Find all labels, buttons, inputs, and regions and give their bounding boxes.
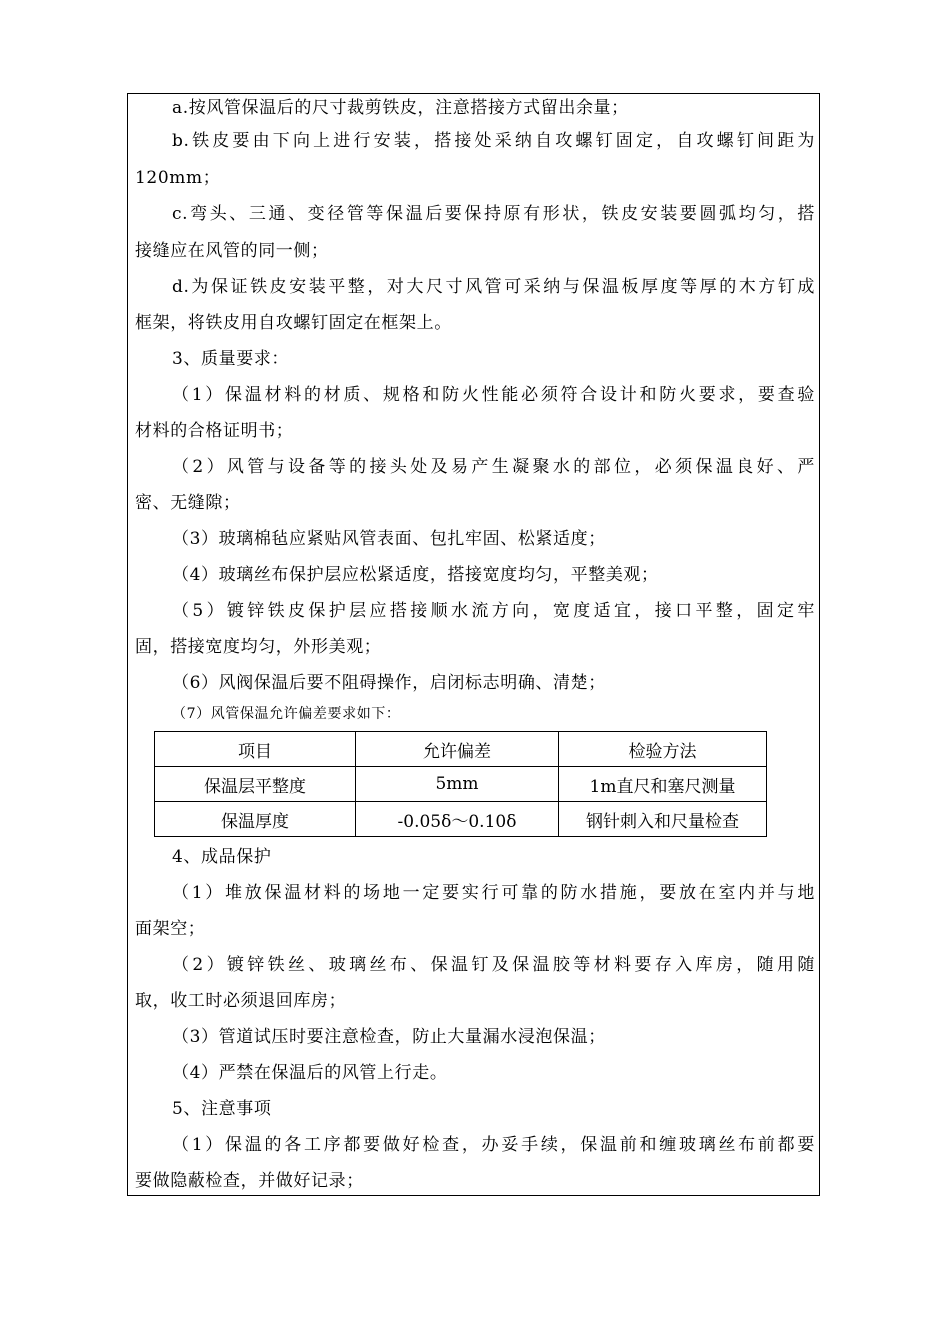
section-heading-protection: 4、成品保护 — [172, 847, 272, 867]
paragraph-b-cont: 120mm； — [135, 168, 221, 188]
notes-item-1-cont: 要做隐蔽检查，并做好记录； — [135, 1171, 364, 1191]
protection-item-2-cont: 取，收工时必须退回库房； — [135, 991, 347, 1011]
quality-item-4: （4）玻璃丝布保护层应松紧适度，搭接宽度均匀，平整美观； — [172, 565, 659, 585]
quality-item-5: （5）镀锌铁皮保护层应搭接顺水流方向，宽度适宜，接口平整，固定牢 — [172, 601, 815, 621]
table-cell: 钢针刺入和尺量检查 — [559, 802, 767, 837]
notes-item-1: （1）保温的各工序都要做好检查，办妥手续，保温前和缠玻璃丝布前都要 — [172, 1135, 815, 1155]
section-heading-notes: 5、注意事项 — [172, 1099, 272, 1119]
paragraph-a: a.按风管保温后的尺寸裁剪铁皮，注意搭接方式留出余量； — [172, 98, 629, 118]
section-heading-quality: 3、质量要求： — [172, 349, 290, 369]
paragraph-c-cont: 接缝应在风管的同一侧； — [135, 241, 329, 261]
table-row — [155, 802, 767, 837]
table-cell: 1m直尺和塞尺测量 — [559, 767, 767, 802]
protection-item-2: （2）镀锌铁丝、玻璃丝布、保温钉及保温胶等材料要存入库房，随用随 — [172, 955, 815, 975]
table-cell: 保温层平整度 — [155, 767, 356, 802]
table-cell: 保温厚度 — [155, 802, 356, 837]
table-header-cell: 项目 — [155, 732, 356, 767]
protection-item-1-cont: 面架空； — [135, 919, 206, 939]
paragraph-d-cont: 框架，将铁皮用自攻螺钉固定在框架上。 — [135, 313, 452, 333]
protection-item-4: （4）严禁在保温后的风管上行走。 — [172, 1063, 448, 1083]
table-header-row — [155, 732, 767, 767]
quality-item-7: （7）风管保温允许偏差要求如下： — [172, 706, 401, 722]
tolerance-table — [154, 731, 767, 837]
quality-item-2-cont: 密、无缝隙； — [135, 493, 241, 513]
table-cell: 5mm — [356, 767, 559, 802]
paragraph-b: b.铁皮要由下向上进行安装，搭接处采纳自攻螺钉固定，自攻螺钉间距为 — [172, 131, 815, 151]
quality-item-1: （1）保温材料的材质、规格和防火性能必须符合设计和防火要求，要查验 — [172, 385, 815, 405]
protection-item-3: （3）管道试压时要注意检查，防止大量漏水浸泡保温； — [172, 1027, 606, 1047]
quality-item-6: （6）风阀保温后要不阻碍操作，启闭标志明确、清楚； — [172, 673, 606, 693]
quality-item-1-cont: 材料的合格证明书； — [135, 421, 294, 441]
protection-item-1: （1）堆放保温材料的场地一定要实行可靠的防水措施，要放在室内并与地 — [172, 883, 815, 903]
paragraph-d: d.为保证铁皮安装平整，对大尺寸风管可采纳与保温板厚度等厚的木方钉成 — [172, 277, 815, 297]
paragraph-c: c.弯头、三通、变径管等保温后要保持原有形状，铁皮安装要圆弧均匀，搭 — [172, 204, 815, 224]
table-header-cell: 允许偏差 — [356, 732, 559, 767]
quality-item-5-cont: 固，搭接宽度均匀，外形美观； — [135, 637, 382, 657]
quality-item-2: （2）风管与设备等的接头处及易产生凝聚水的部位，必须保温良好、严 — [172, 457, 815, 477]
table-cell: -0.05δ～0.10δ — [356, 802, 559, 837]
table-row — [155, 767, 767, 802]
table-header-cell: 检验方法 — [559, 732, 767, 767]
quality-item-3: （3）玻璃棉毡应紧贴风管表面、包扎牢固、松紧适度； — [172, 529, 606, 549]
